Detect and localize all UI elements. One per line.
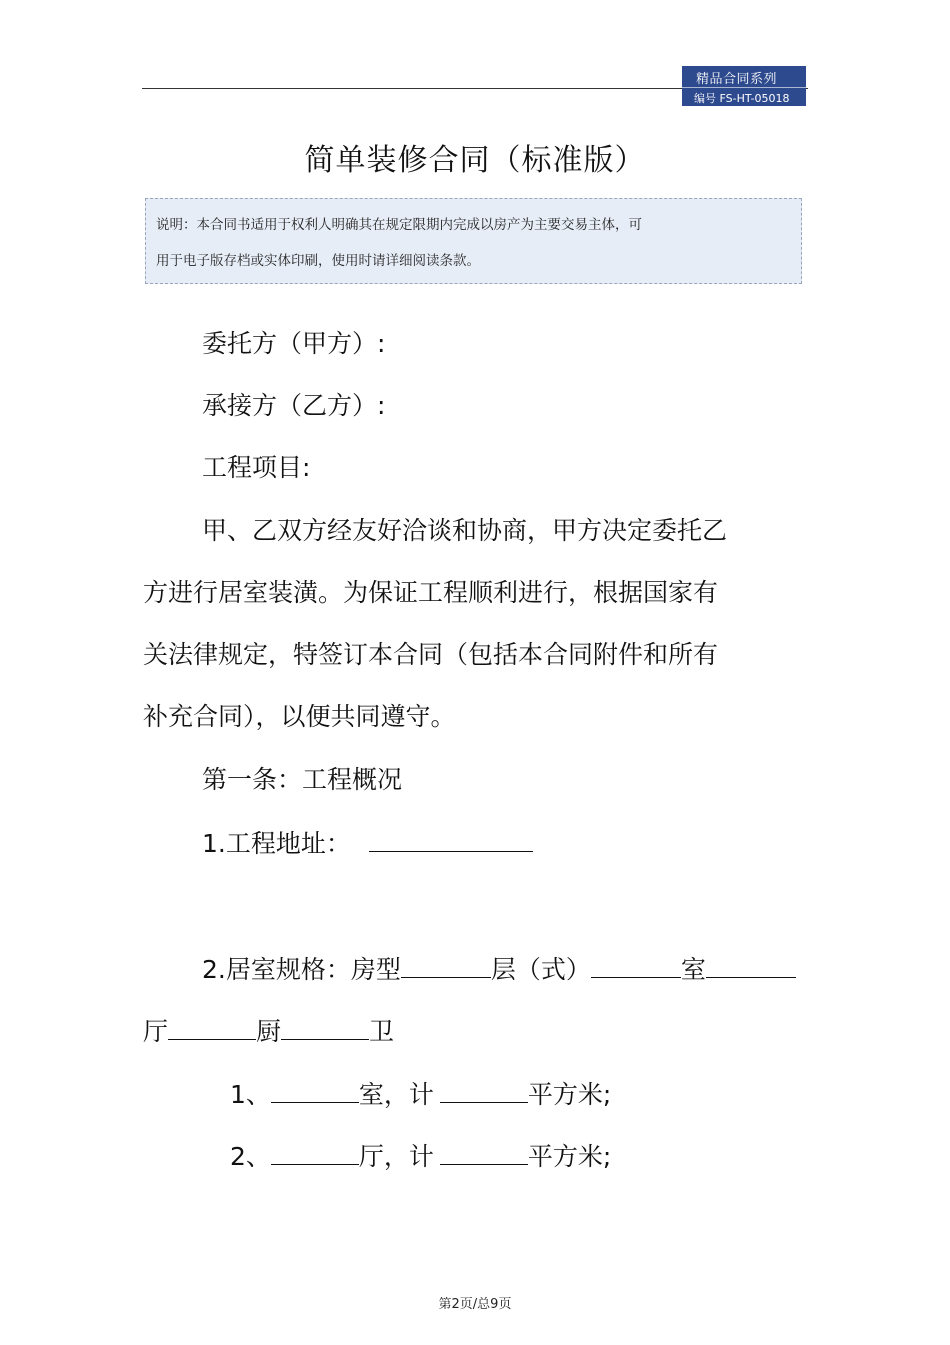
- party-a-line: 委托方（甲方）:: [202, 329, 386, 358]
- paragraph-line-3: 关法律规定，特签订本合同（包括本合同附件和所有: [143, 640, 719, 669]
- address-blank[interactable]: [369, 829, 533, 852]
- paragraph-line-4: 补充合同），以便共同遵守。: [143, 702, 456, 731]
- hall-area-unit: 厅，计: [358, 1142, 434, 1171]
- room-area-row: [230, 1080, 611, 1107]
- paragraph-line-2: 方进行居室装潢。为保证工程顺利进行，根据国家有: [143, 578, 719, 607]
- page-footer: 第2页/总9页: [438, 1297, 512, 1312]
- hall-area-suffix: 平方米;: [527, 1142, 612, 1171]
- paragraph-line-1: 甲、乙双方经友好洽谈和协商，甲方决定委托乙: [202, 516, 728, 545]
- hall-area-hall-blank[interactable]: [271, 1142, 359, 1165]
- hall-label: 厅: [143, 1017, 169, 1046]
- kitchen-count-blank[interactable]: [281, 1017, 369, 1040]
- hall-area-value-blank[interactable]: [440, 1142, 528, 1165]
- kitchen-label: 厨: [256, 1017, 282, 1046]
- article-1-heading: 第一条：工程概况: [202, 765, 403, 794]
- room-area-room-blank[interactable]: [271, 1080, 359, 1103]
- room-area-suffix: 平方米;: [527, 1080, 612, 1109]
- note-line-2: 用于电子版存档或实体印刷，使用时请详细阅读条款。: [156, 253, 480, 269]
- room-spec-row: [202, 955, 796, 982]
- room-label: 室: [680, 955, 706, 984]
- room-type-blank[interactable]: [401, 955, 491, 978]
- hall-area-row: [230, 1142, 611, 1169]
- layer-blank[interactable]: [591, 955, 681, 978]
- party-b-line: 承接方（乙方）:: [202, 391, 386, 420]
- room-area-unit: 室，计: [358, 1080, 434, 1109]
- room-area-value-blank[interactable]: [440, 1080, 528, 1103]
- room-spec-row-2: [143, 1017, 394, 1044]
- series-badge: [682, 66, 806, 106]
- address-label: 1.工程地址：: [202, 829, 351, 858]
- series-code: 编号 FS-HT-05018: [694, 92, 790, 105]
- series-title: 精品合同系列: [696, 72, 778, 87]
- room-spec-label: 2.居室规格：房型: [202, 955, 401, 984]
- bath-label: 卫: [369, 1017, 395, 1046]
- address-row: [202, 829, 533, 856]
- room-area-prefix: 1、: [230, 1080, 271, 1109]
- room-count-blank[interactable]: [706, 955, 796, 978]
- document-title: 简单装修合同（标准版）: [304, 143, 646, 178]
- series-divider: [682, 87, 806, 88]
- hall-area-prefix: 2、: [230, 1142, 271, 1171]
- hall-count-blank[interactable]: [168, 1017, 256, 1040]
- project-line: 工程项目:: [202, 453, 311, 482]
- note-line-1: 说明：本合同书适用于权利人明确其在规定限期内完成以房产为主要交易主体，可: [156, 217, 642, 233]
- layer-label: 层（式）: [490, 955, 591, 984]
- note-box: [145, 198, 802, 284]
